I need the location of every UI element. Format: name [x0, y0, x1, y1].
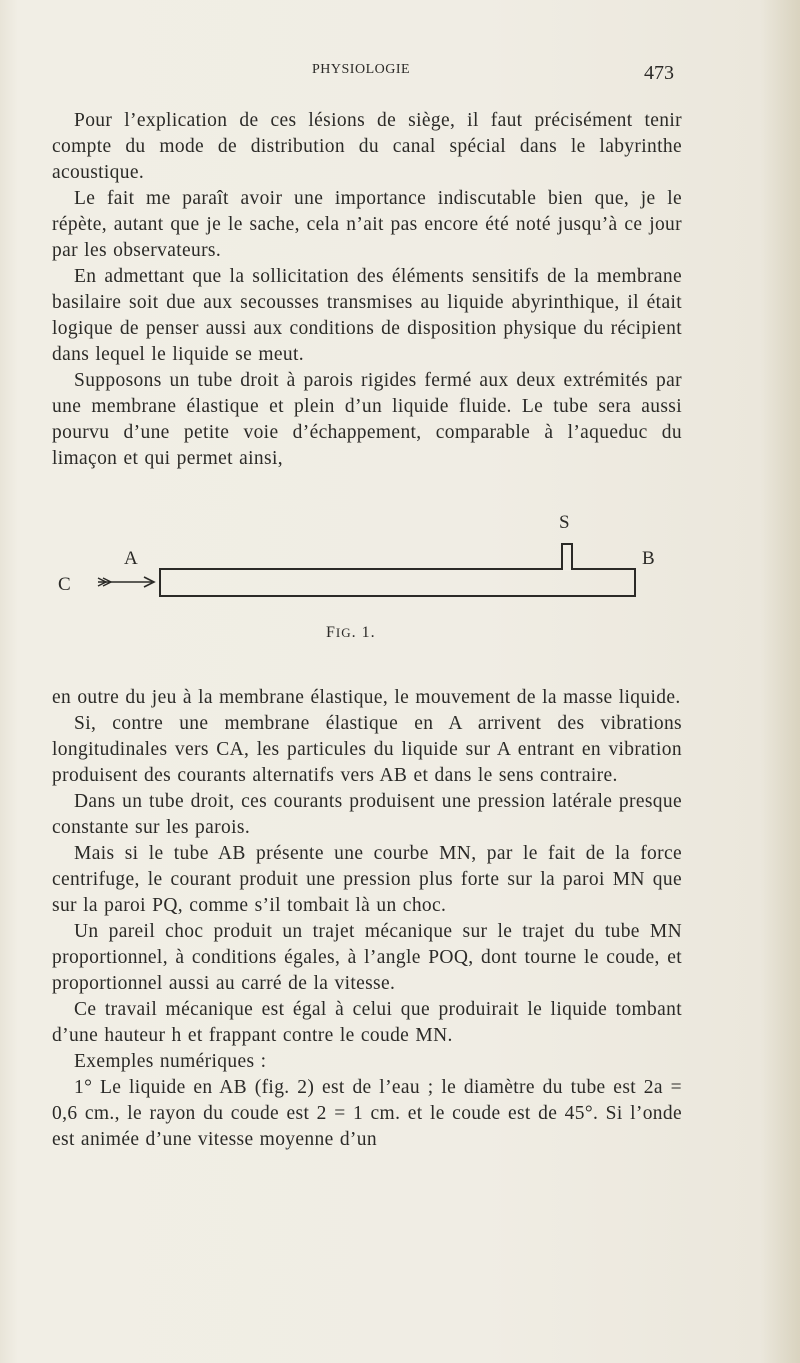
text-block-bottom	[52, 685, 682, 1153]
caption-smallcaps: IG	[335, 625, 352, 640]
running-head: PHYSIOLOGIE	[312, 62, 411, 77]
caption-prefix: F	[326, 624, 336, 641]
label-b: B	[642, 548, 655, 569]
figure-caption	[326, 624, 376, 642]
label-s: S	[559, 512, 570, 533]
paragraph: Un pareil choc produit un trajet mécanique sur le trajet du tube MN proportionnel, à conditions égales, à l’angle POQ, dont tourne le coude, et proportionnel aussi au carré de la vitesse.	[52, 921, 682, 994]
paragraph: en outre du jeu à la membrane élastique, le mouvement de la masse liquide.	[52, 687, 681, 708]
paragraph: Mais si le tube AB présente une courbe MN, par le fait de la force centrifuge, le courant produit une pression plus forte sur la paroi MN que sur la paroi PQ, comme s’il tombait là un choc.	[52, 843, 682, 916]
label-a: A	[124, 548, 138, 569]
text-block-top	[52, 108, 682, 472]
escape-outlet	[562, 544, 572, 569]
caption-number: . 1.	[351, 624, 376, 641]
paragraph: Ce travail mécanique est égal à celui que produirait le liquide tombant d’une hauteur h et frappant contre le coude MN.	[52, 999, 682, 1046]
page-number: 473	[644, 62, 674, 84]
paragraph: Si, contre une membrane élastique en A arrivent des vibrations longitudinales vers CA, les particules du liquide sur A entrant en vibration produisent des courants alternatifs vers AB et dans le sens contraire.	[52, 713, 682, 786]
tube-body	[160, 569, 635, 596]
direction-arrow	[98, 577, 154, 587]
paragraph: Le fait me paraît avoir une importance indiscutable bien que, je le répète, autant que je le sache, cela n’ait pas encore été noté jusqu’à ce jour par les observateurs.	[52, 188, 682, 261]
paragraph: Exemples numériques :	[74, 1051, 267, 1072]
paragraph: Supposons un tube droit à parois rigides fermé aux deux extrémités par une membrane élastique et plein d’un liquide fluide. Le tube sera aussi pourvu d’une petite voie d’échappement, comparable à l’aqueduc du limaçon et qui permet ainsi,	[52, 370, 682, 469]
paragraph: 1° Le liquide en AB (fig. 2) est de l’eau ; le diamètre du tube est 2a = 0,6 cm., le rayon du coude est 2 = 1 cm. et le coude est de 45°. Si l’onde est animée d’une vitesse moyenne d’un	[52, 1077, 682, 1150]
label-c: C	[58, 574, 71, 595]
paragraph: Dans un tube droit, ces courants produisent une pression latérale presque constante sur les parois.	[52, 791, 682, 838]
paragraph: En admettant que la sollicitation des éléments sensitifs de la membrane basilaire soit due aux secousses transmises au liquide abyrinthique, il était logique de penser aussi aux conditions de disposition physique du récipient dans lequel le liquide se meut.	[52, 266, 682, 365]
paragraph: Pour l’explication de ces lésions de siège, il faut précisément tenir compte du mode de distribution du canal spécial dans le labyrinthe acoustique.	[52, 110, 682, 183]
